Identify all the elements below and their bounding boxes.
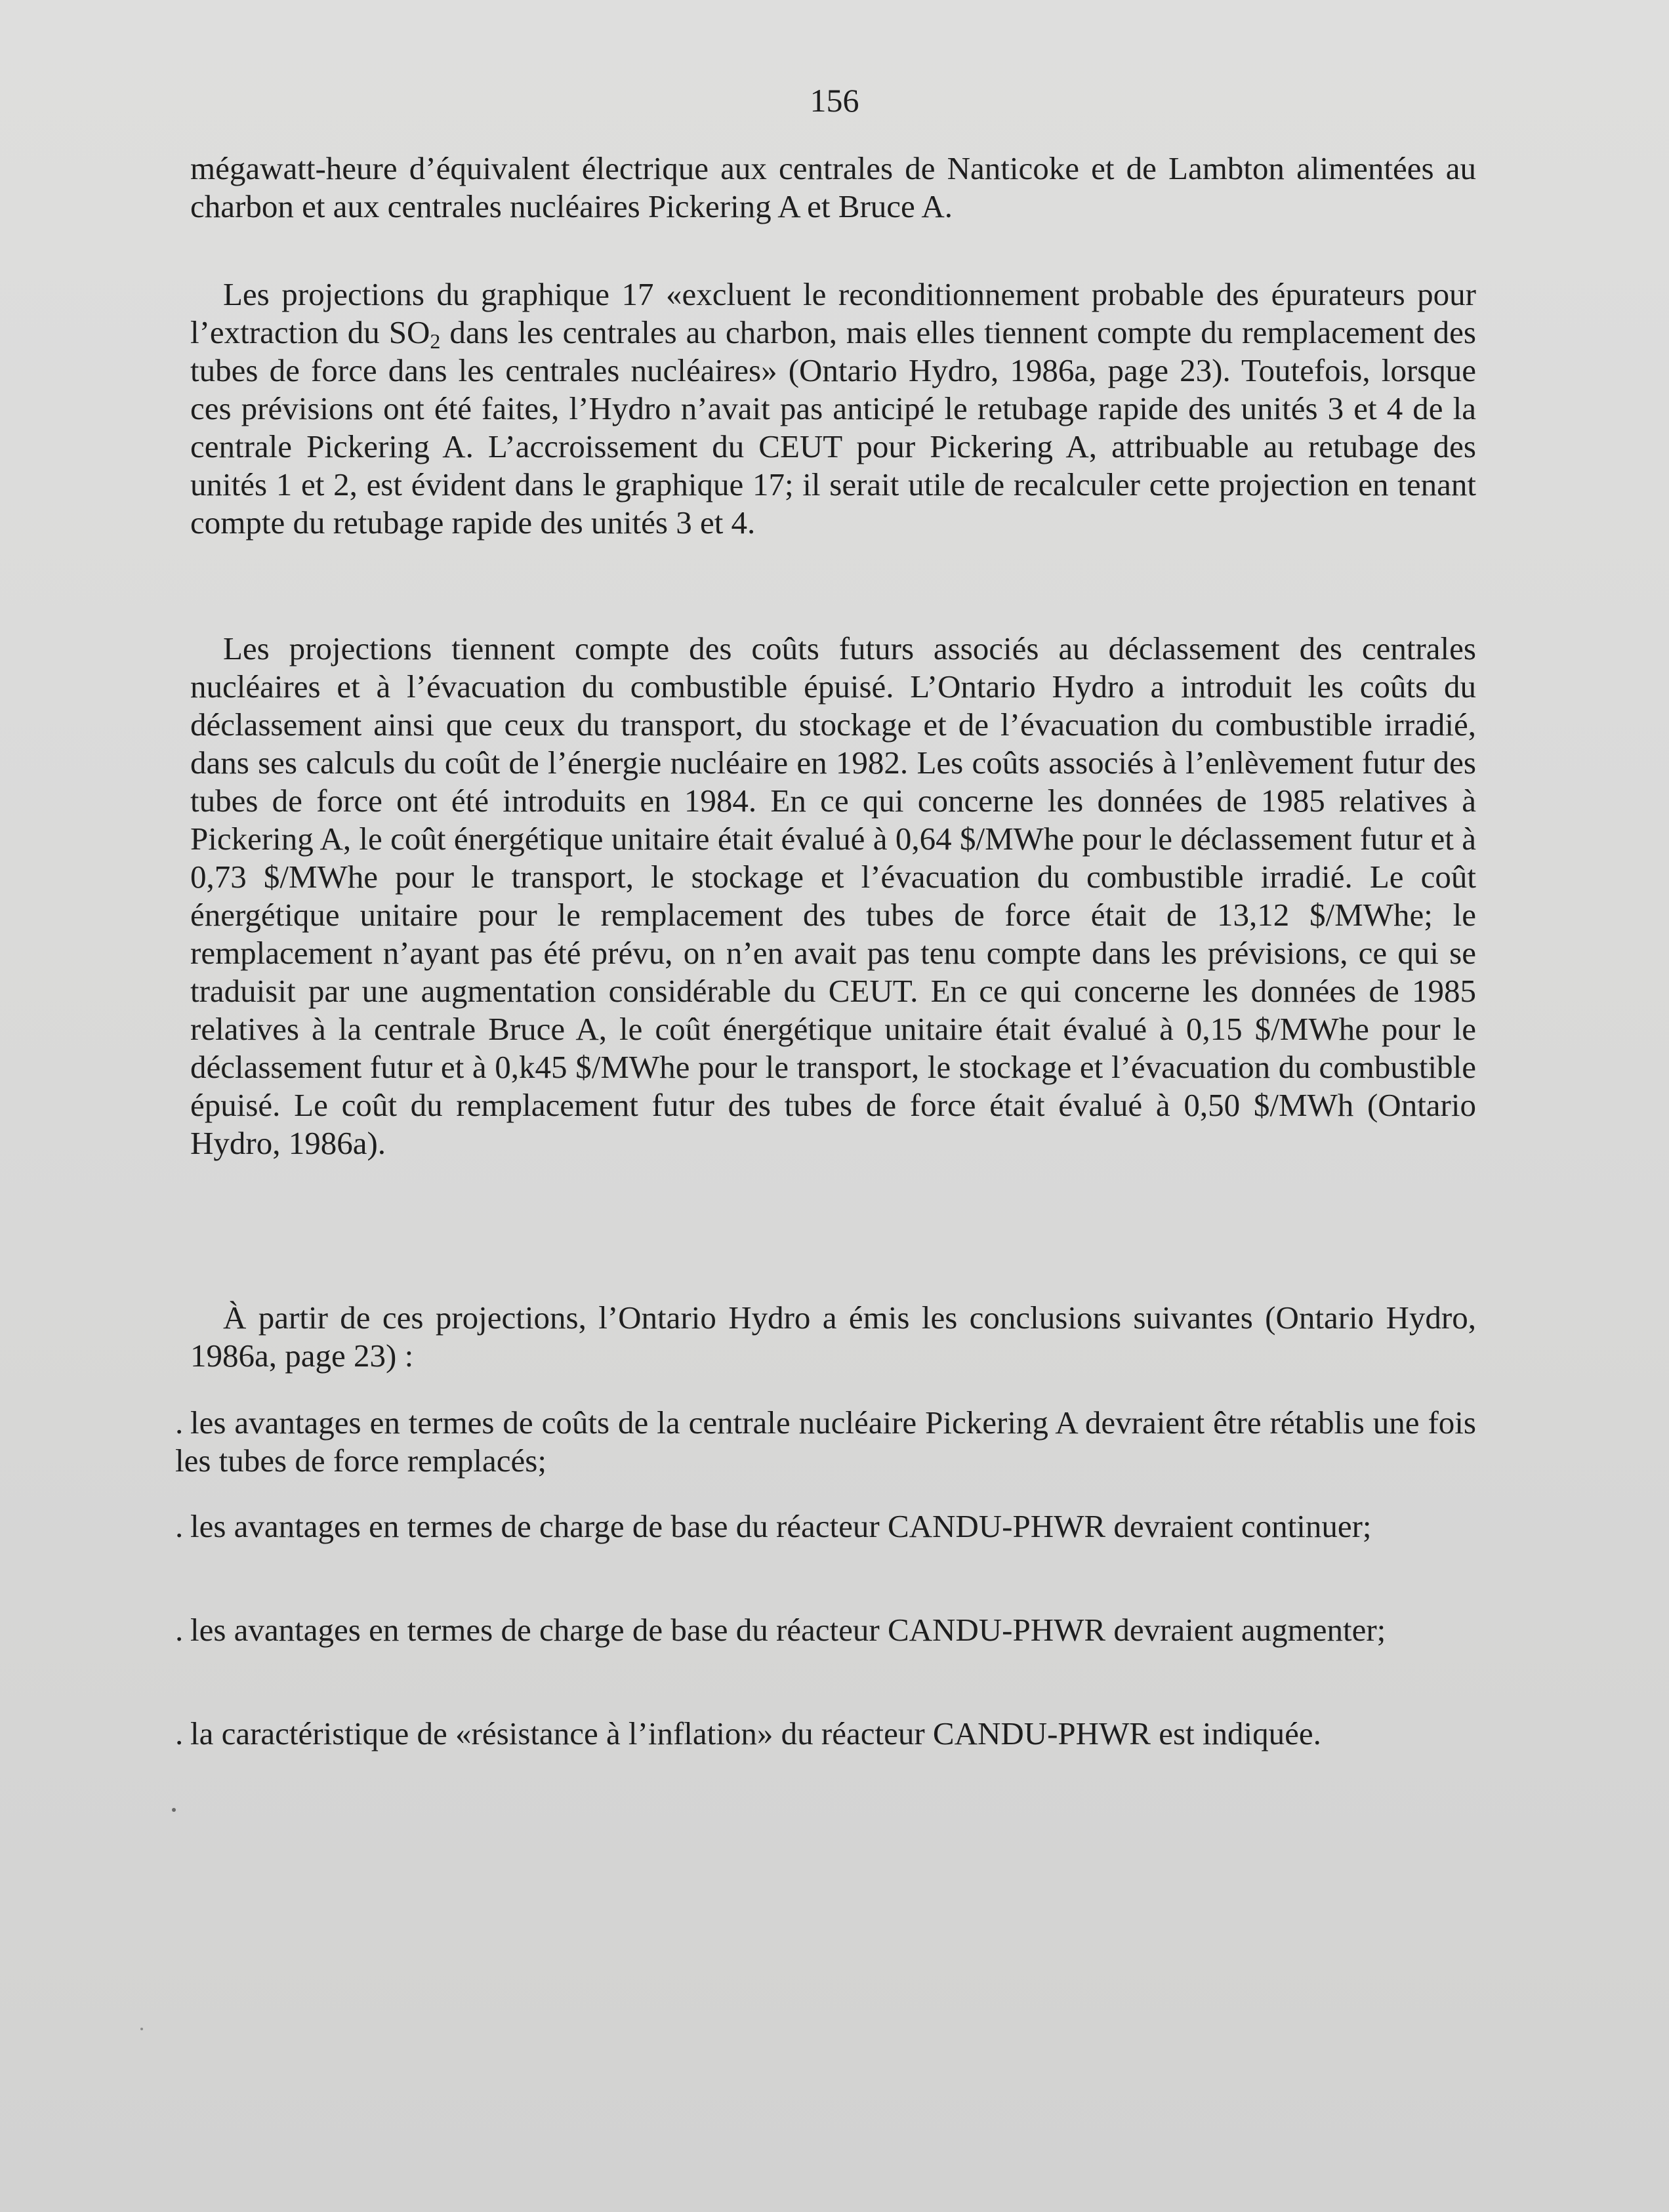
paragraph-future-costs: Les projections tiennent compte des coûts futurs associés au déclassement des centrales nucléaires et à l’évacuation du combustible épuisé. L’Ontario Hydro a introduit les coûts du déclassement ainsi que ceux du transport, du stockage et de l’évacuation du combustible irradié, dans ses calculs du coût de l’énergie nucléaire en 1982. Les coûts associés à l’enlèvement futur des tubes de force ont été introduits en 1984. En ce qui concerne les données de 1985 relatives à Pickering A, le coût énergétique unitaire était évalué à 0,64 $/MWhe pour le déclassement futur et à 0,73 $/MWhe pour le transport, le stockage et l’évacuation du combustible irradié. Le coût énergétique unitaire pour le remplacement des tubes de force était de 13,12 $/MWhe; le remplacement n’ayant pas été prévu, on n’en avait pas tenu compte dans les prévisions, ce qui se traduisit par une augmentation considérable du CEUT. En ce qui concerne les données de 1985 relatives à la centrale Bruce A, le coût énergétique unitaire était évalué à 0,15 $/MWhe pour le déclassement futur et à 0,k45 $/MWhe pour le transport, le stockage et l’évacuation du combustible épuisé. Le coût du remplacement futur des tubes de force était évalué à 0,50 $/MWh (Ontario Hydro, 1986a). xyxy=(190,630,1476,1161)
bullet-marker: . xyxy=(175,1404,184,1441)
list-item-text: les avantages en termes de coûts de la centrale nucléaire Pickering A devraient être rétablis une fois les tubes de force remplacés; xyxy=(175,1404,1476,1479)
paragraph-text-part: Les projections du graphique 17 «excluent le reconditionnement probable des épurateurs pour l’extraction du SO xyxy=(190,276,1476,350)
list-item xyxy=(175,1715,1476,1753)
paragraph-projections-graph-17 xyxy=(190,276,1476,542)
paragraph-conclusions-intro: À partir de ces projections, l’Ontario Hydro a émis les conclusions suivantes (Ontario Hydro, 1986a, page 23) : xyxy=(190,1300,1476,1374)
list-item xyxy=(175,1611,1476,1649)
list-item xyxy=(175,1404,1476,1480)
subscript-2: 2 xyxy=(430,329,441,353)
bullet-marker: . xyxy=(175,1508,184,1544)
page-number: 156 xyxy=(810,82,859,119)
list-item-text: les avantages en termes de charge de base du réacteur CANDU-PHWR devraient augmenter; xyxy=(190,1612,1386,1648)
paragraph-intro: mégawatt-heure d’équivalent électrique aux centrales de Nanticoke et de Lambton alimentées au charbon et aux centrales nucléaires Pickering A et Bruce A. xyxy=(190,150,1476,224)
list-item xyxy=(175,1507,1476,1546)
bullet-marker: . xyxy=(175,1612,184,1648)
scan-speck xyxy=(172,1808,176,1812)
scan-speck xyxy=(140,2028,143,2030)
paragraph-text-part: dans les centrales au charbon, mais elles tiennent compte du remplacement des tubes de force dans les centrales nucléaires» (Ontario Hydro, 1986a, page 23). Toutefois, lorsque ces prévisions ont été faites, l’Hydro n’avait pas anticipé le retubage rapide des unités 3 et 4 de la centrale Pickering A. L’accroissement du CEUT pour Pickering A, attribuable au retubage des unités 1 et 2, est évident dans le graphique 17; il serait utile de recalculer cette projection en tenant compte du retubage rapide des unités 3 et 4. xyxy=(190,314,1476,541)
list-item-text: la caractéristique de «résistance à l’inflation» du réacteur CANDU-PHWR est indiquée. xyxy=(190,1715,1321,1751)
bullet-marker: . xyxy=(175,1715,184,1751)
list-item-text: les avantages en termes de charge de base du réacteur CANDU-PHWR devraient continuer; xyxy=(190,1508,1372,1544)
